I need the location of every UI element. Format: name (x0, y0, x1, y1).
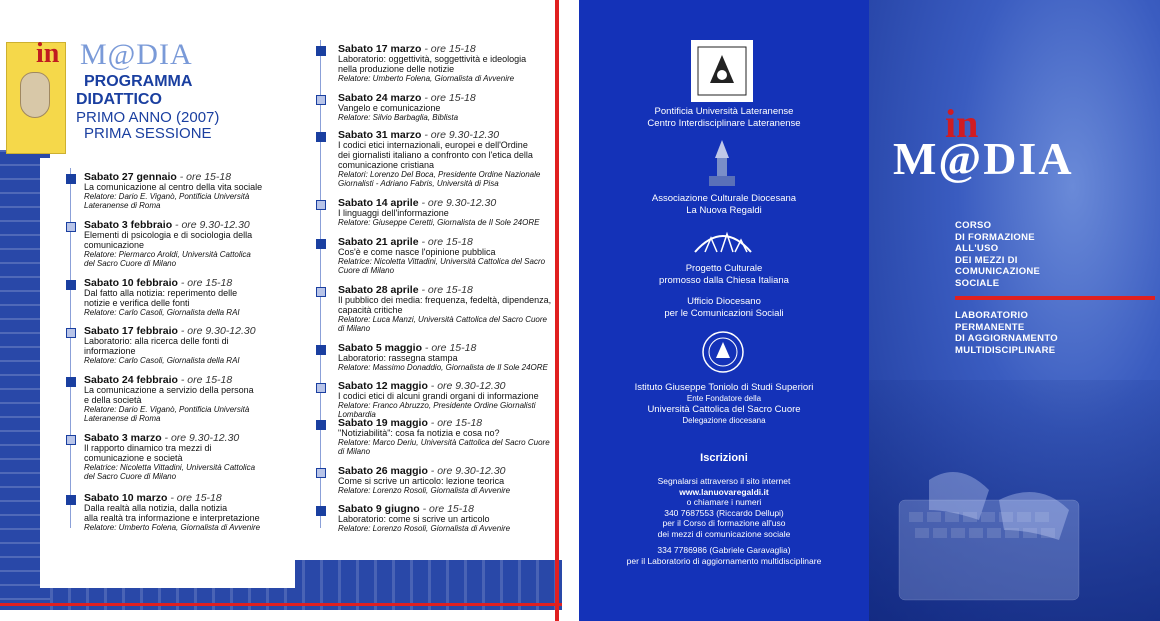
schedule-item (338, 418, 550, 456)
schedule-topic: e della società (84, 395, 142, 405)
org-line: Delegazione diocesana (682, 416, 766, 425)
schedule-topic: I linguaggi dell'informazione (338, 208, 449, 218)
time-text: - ore 9.30-12.30 (418, 197, 497, 209)
schedule-speaker: Relatore: Silvio Barbaglia, Biblista (338, 113, 459, 122)
schedule-date (338, 343, 548, 353)
schedule-bullet (66, 377, 76, 387)
schedule-item (84, 326, 256, 365)
org-progetto-culturale (579, 263, 869, 287)
time-text: - ore 15-18 (418, 284, 473, 296)
schedule-bullet (66, 328, 76, 338)
schedule-topic: I codici etici internazionali, europei e dell'Ordine (338, 140, 528, 150)
schedule-speaker: Relatore: Marco Deriu, Università Cattolica del Sacro Cuore (338, 438, 550, 447)
iscrizioni-info (579, 476, 869, 539)
cover-logo-in: in (945, 101, 979, 146)
schedule-speaker: Relatore: Piermarco Aroldi, Università Cattolica (84, 250, 251, 259)
cover-line: MULTIDISCIPLINARE (955, 344, 1056, 356)
org-line: Ufficio Diocesano (687, 296, 761, 307)
schedule-speaker: Relatori: Lorenzo Del Boca, Presidente Ordine Nazionale (338, 170, 541, 179)
schedule-topic: Laboratorio: come si scrive un articolo (338, 514, 490, 524)
schedule-speaker: Cuore di Milano (338, 266, 395, 275)
schedule-topic: comunicazione e società (84, 453, 183, 463)
date-text: Sabato 3 febbraio (84, 219, 173, 231)
schedule-bullet (316, 239, 326, 249)
schedule-date (338, 198, 539, 208)
iscrizioni-title: Iscrizioni (700, 452, 748, 464)
schedule-date (338, 44, 526, 54)
cover-line: COMUNICAZIONE (955, 266, 1041, 277)
schedule-item (338, 130, 540, 188)
date-text: Sabato 27 gennaio (84, 171, 177, 183)
schedule-item (84, 220, 252, 268)
schedule-item (338, 44, 526, 83)
time-text: - ore 9.30-12.30 (427, 380, 506, 392)
schedule-bullet (316, 345, 326, 355)
schedule-bullet (316, 383, 326, 393)
schedule-bullet (66, 495, 76, 505)
schedule-item (84, 493, 260, 532)
schedule-speaker: Relatore: Lorenzo Rosoli, Giornalista di Avvenire (338, 524, 511, 533)
schedule-speaker: Relatrice: Nicoletta Vittadini, Università Cattolica (84, 463, 256, 472)
schedule-bullet (316, 506, 326, 516)
org-line: Centro Interdisciplinare Lateranense (647, 118, 801, 129)
date-text: Sabato 31 marzo (338, 129, 422, 141)
org-regaldi (579, 193, 869, 217)
org-line: La Nuova Regaldi (686, 205, 762, 216)
schedule-item (338, 343, 548, 372)
schedule-topic: Il pubblico dei media: frequenza, fedeltà, dipendenza, (338, 295, 552, 305)
cover-course-title (955, 220, 1040, 289)
schedule-topic: Dalla realtà alla notizia, dalla notizia (84, 503, 228, 513)
date-text: Sabato 24 marzo (338, 92, 422, 104)
schedule-date (84, 172, 262, 182)
keyboard-hands-image (889, 440, 1089, 610)
schedule-speaker: Relatore: Umberto Folena, Giornalista di Avvenire (84, 523, 261, 532)
schedule-topic: capacità critiche (338, 305, 403, 315)
schedule-speaker: del Sacro Cuore di Milano (84, 259, 177, 268)
schedule-topic: Elementi di psicologia e di sociologia della (84, 230, 253, 240)
date-text: Sabato 21 aprile (338, 236, 419, 248)
date-text: Sabato 19 maggio (338, 417, 428, 429)
time-text: - ore 9.30-12.30 (421, 129, 500, 141)
schedule-bullet (316, 200, 326, 210)
phone-number: 340 7687553 (Riccardo Dellupi) (664, 507, 784, 518)
schedule-topic: Laboratorio: rassegna stampa (338, 353, 458, 363)
schedule-date (84, 433, 255, 443)
schedule-topic: Dal fatto alla notizia: reperimento delle (84, 288, 238, 298)
schedule-date (84, 375, 254, 385)
schedule-topic: La comunicazione a servizio della persona (84, 385, 254, 395)
schedule-item (84, 375, 254, 423)
org-line: Associazione Culturale Diocesana (651, 193, 797, 204)
schedule-topic: Come si scrive un articolo: lezione teorica (338, 476, 505, 486)
date-text: Sabato 24 febbraio (84, 374, 178, 386)
logo-in: in (36, 38, 60, 69)
date-text: Sabato 10 febbraio (84, 277, 178, 289)
schedule-topic: alla realtà tra informazione e interpretazione (84, 513, 260, 523)
time-text: - ore 15-18 (421, 92, 476, 104)
schedule-speaker: di Milano (338, 447, 371, 456)
cover-line: DEI MEZZI DI (955, 254, 1018, 266)
time-text: - ore 15-18 (177, 374, 233, 386)
schedule-speaker: Relatore: Giuseppe Ceretti, Giornalista de Il Sole 24ORE (338, 218, 540, 227)
schedule-topic: comunicazione cristiana (338, 160, 435, 170)
phone-number: 334 7786986 (Gabriele Garavaglia) (657, 545, 791, 555)
schedule-speaker: del Sacro Cuore di Milano (84, 472, 177, 481)
schedule-speaker: Relatore: Umberto Folena, Giornalista di Avvenire (338, 74, 515, 83)
schedule-topic: Vangelo e comunicazione (338, 103, 441, 113)
schedule-speaker: Relatore: Lorenzo Rosoli, Giornalista di Avvenire (338, 486, 511, 495)
schedule-speaker: Relatrice: Nicoletta Vittadini, Università Cattolica del Sacro (338, 257, 546, 266)
time-text: - ore 15-18 (419, 503, 474, 515)
cover-line: PERMANENTE (955, 321, 1025, 333)
schedule-bullet (316, 420, 326, 430)
time-text: - ore 9.30-12.30 (172, 219, 250, 231)
info-line: per il Laboratorio di aggiornamento multidisciplinare (626, 555, 822, 566)
cover-line: LABORATORIO (955, 310, 1029, 321)
date-text: Sabato 9 giugno (338, 503, 420, 515)
org-line: Ente Fondatore della (686, 394, 762, 403)
schedule-speaker: Relatore: Franco Abruzzo, Presidente Ordine Giornalisti Lombardia (338, 401, 536, 419)
iscrizioni-info-2 (579, 545, 869, 566)
schedule-item (338, 381, 562, 419)
schedule-bullet (66, 174, 76, 184)
org-line: promosso dalla Chiesa Italiana (659, 275, 789, 286)
pontifical-university-emblem-icon (691, 40, 753, 102)
date-text: Sabato 26 maggio (338, 465, 428, 477)
schedule-date (84, 326, 256, 336)
schedule-topic: notizie e verifica delle fonti (84, 298, 190, 308)
mouse-icon (20, 72, 50, 118)
schedule-topic: informazione (84, 346, 136, 356)
logo-media: M@DIA (80, 38, 193, 71)
org-line: Progetto Culturale (685, 263, 763, 274)
info-line: Segnalarsi attraverso il sito internet (657, 476, 791, 486)
schedule-date (338, 130, 540, 140)
time-text: - ore 15-18 (422, 342, 477, 354)
schedule-topic: Laboratorio: oggettività, soggettività e ideologia (338, 54, 527, 64)
schedule-speaker: Lateranense di Roma (84, 414, 161, 423)
schedule-topic: Il rapporto dinamico tra mezzi di (84, 443, 212, 453)
date-text: Sabato 17 febbraio (84, 325, 178, 337)
org-lateranense (579, 106, 869, 130)
time-text: - ore 15-18 (427, 417, 483, 429)
org-line: per le Comunicazioni Sociali (664, 308, 784, 319)
date-text: Sabato 3 marzo (84, 432, 162, 444)
schedule-bullet (316, 468, 326, 478)
schedule-topic: I codici etici di alcuni grandi organi di informazione (338, 391, 539, 401)
org-line: Università Cattolica del Sacro Cuore (647, 404, 801, 415)
schedule-speaker: Relatore: Dario E. Viganò, Pontificia Università (84, 192, 250, 201)
schedule-item (338, 504, 510, 533)
cover-line: ALL'USO (955, 243, 999, 254)
date-text: Sabato 17 marzo (338, 43, 422, 55)
schedule-item (338, 198, 539, 227)
program-panel (0, 0, 562, 621)
schedule-topic: Cos'è e come nasce l'opinione pubblica (338, 247, 496, 257)
cover-line: DI FORMAZIONE (955, 231, 1035, 243)
schedule-speaker: Relatore: Massimo Donaddio, Giornalista de Il Sole 24ORE (338, 363, 548, 372)
org-line: Pontificia Università Lateranense (654, 106, 794, 117)
partners-panel (579, 0, 869, 621)
church-tower-icon (705, 138, 739, 188)
cover-line: DI AGGIORNAMENTO (955, 333, 1058, 344)
date-text: Sabato 28 aprile (338, 284, 419, 296)
schedule-date (84, 493, 260, 503)
time-text: - ore 9.30-12.30 (177, 325, 256, 337)
time-text: - ore 9.30-12.30 (161, 432, 240, 444)
cover-lab-title (955, 310, 1058, 356)
schedule-speaker: Relatore: Carlo Casoli, Giornalista della RAI (84, 356, 240, 365)
org-line: Istituto Giuseppe Toniolo di Studi Superiori (634, 382, 814, 393)
schedule-bullet (316, 95, 326, 105)
schedule-topic: "Notiziabilità": cosa fa notizia e cosa no? (338, 428, 500, 438)
schedule-speaker: Relatore: Dario E. Viganò, Pontificia Università (84, 405, 250, 414)
cover-logo-media: M@DIA (893, 133, 1074, 184)
cover-red-rule (955, 296, 1155, 300)
schedule-date (338, 466, 510, 476)
red-rule (0, 603, 562, 606)
red-rule-vertical (555, 0, 559, 621)
info-line: per il Corso di formazione all'uso (662, 518, 786, 528)
program-session: PRIMA SESSIONE (84, 125, 212, 142)
schedule-bullet (316, 287, 326, 297)
time-text: - ore 15-18 (177, 277, 233, 289)
schedule-item (338, 237, 545, 275)
date-text: Sabato 10 marzo (84, 492, 168, 504)
schedule-item (338, 466, 510, 495)
timeline-line (320, 40, 321, 528)
schedule-speaker: di Milano (338, 324, 371, 333)
schedule-topic: comunicazione (84, 240, 145, 250)
date-text: Sabato 5 maggio (338, 342, 423, 354)
date-text: Sabato 12 maggio (338, 380, 428, 392)
schedule-item (84, 278, 240, 317)
schedule-date (338, 381, 562, 391)
time-text: - ore 15-18 (167, 492, 222, 504)
schedule-date (338, 418, 550, 428)
cover-panel (869, 0, 1160, 621)
schedule-date (84, 220, 252, 230)
schedule-topic: dei giornalisti italiano a confronto con l'etica della (338, 150, 533, 160)
org-toniolo (579, 382, 869, 426)
schedule-bullet (66, 435, 76, 445)
program-title-1: PROGRAMMA (84, 73, 193, 90)
schedule-speaker: Relatore: Carlo Casoli, Giornalista della RAI (84, 308, 240, 317)
schedule-date (338, 285, 551, 295)
schedule-bullet (66, 280, 76, 290)
schedule-date (338, 237, 545, 247)
org-ufficio-diocesano (579, 296, 869, 320)
info-line: o chiamare i numeri (686, 497, 762, 507)
cover-line: SOCIALE (955, 277, 1000, 289)
schedule-topic: nella produzione delle notizie (338, 64, 455, 74)
schedule-date (338, 93, 476, 103)
time-text: - ore 9.30-12.30 (427, 465, 506, 477)
time-text: - ore 15-18 (418, 236, 473, 248)
program-year: PRIMO ANNO (2007) (76, 109, 220, 126)
schedule-item (338, 93, 476, 122)
schedule-speaker: Lateranense di Roma (84, 201, 161, 210)
schedule-bullet (66, 222, 76, 232)
schedule-item (338, 285, 551, 333)
cultural-project-icon (691, 226, 755, 256)
time-text: - ore 15-18 (421, 43, 476, 55)
schedule-topic: Laboratorio: alla ricerca delle fonti di (84, 336, 229, 346)
website-link[interactable]: www.lanuovaregaldi.it (679, 486, 769, 497)
cover-line: CORSO (955, 220, 992, 231)
schedule-date (84, 278, 240, 288)
schedule-date (338, 504, 510, 514)
schedule-bullet (316, 132, 326, 142)
schedule-speaker: Relatore: Luca Manzi, Università Cattolica del Sacro Cuore (338, 315, 547, 324)
schedule-bullet (316, 46, 326, 56)
info-line: dei mezzi di comunicazione sociale (657, 528, 791, 539)
date-text: Sabato 14 aprile (338, 197, 419, 209)
schedule-speaker: Giornalisti - Adriano Fabris, Università di Pisa (338, 179, 499, 188)
time-text: - ore 15-18 (176, 171, 232, 183)
schedule-item (84, 172, 262, 210)
program-title-2: DIDATTICO (76, 91, 162, 108)
toniolo-institute-seal-icon (701, 330, 745, 374)
schedule-item (84, 433, 255, 481)
schedule-topic: La comunicazione al centro della vita sociale (84, 182, 263, 192)
